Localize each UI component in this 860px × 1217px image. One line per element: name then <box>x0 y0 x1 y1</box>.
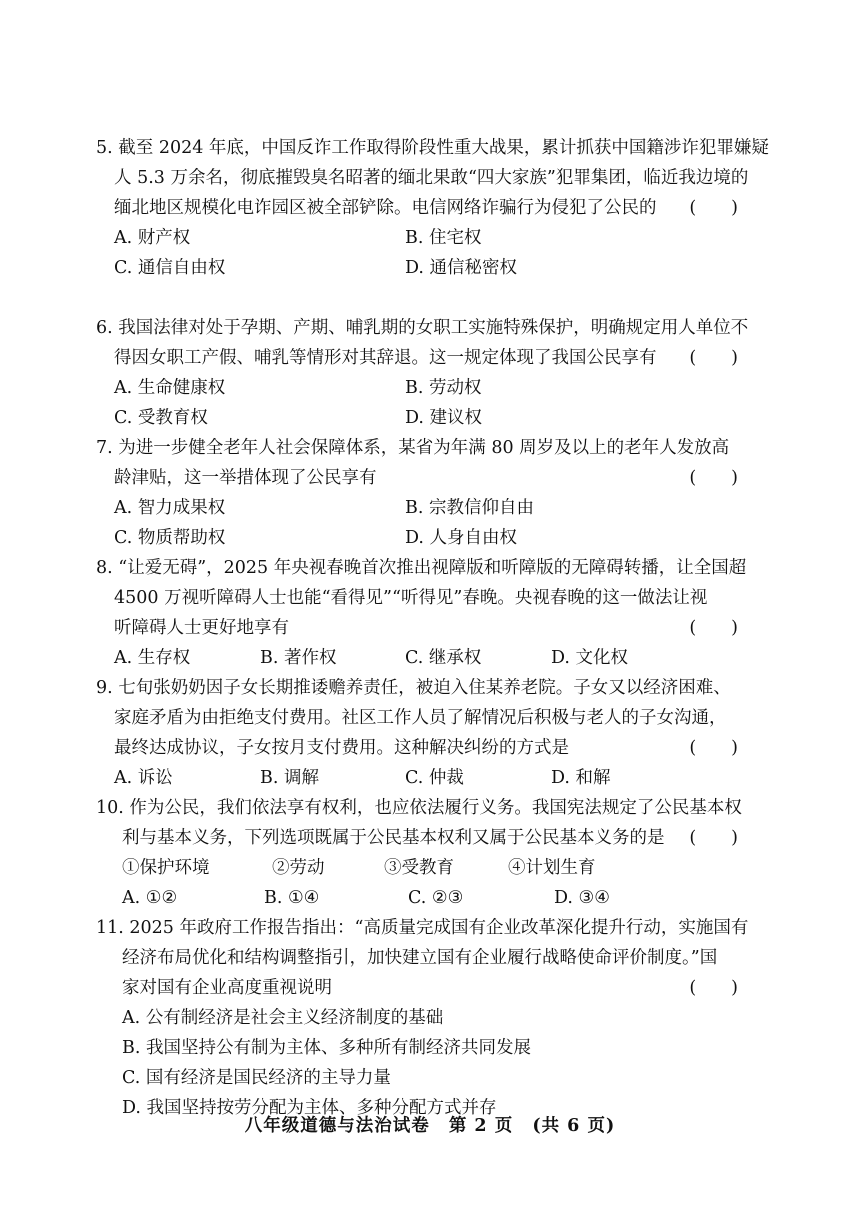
question-text: 缅北地区规模化电诈园区被全部铲除。电信网络诈骗行为侵犯了公民的 <box>114 198 657 218</box>
statement-1: ①保护环境 <box>122 858 210 878</box>
option-c: C. 仲裁 <box>405 768 464 788</box>
option-c: C. 国有经济是国民经济的主导力量 <box>122 1068 391 1088</box>
question-text-line: 家庭矛盾为由拒绝支付费用。社区工作人员了解情况后积极与老人的子女沟通， <box>114 708 727 728</box>
question-text-line <box>96 973 756 1003</box>
question-5 <box>96 133 769 283</box>
answer-bracket: ( ) <box>689 828 738 848</box>
option-a: A. 公有制经济是社会主义经济制度的基础 <box>122 1008 444 1028</box>
page-footer <box>0 1112 860 1137</box>
option-row <box>96 223 756 253</box>
option-row <box>96 403 756 433</box>
option-c: C. 受教育权 <box>114 408 208 428</box>
page-total: (共 6 页) <box>532 1116 616 1136</box>
answer-bracket: ( ) <box>689 348 738 368</box>
answer-bracket: ( ) <box>689 738 738 758</box>
option-row <box>96 643 756 673</box>
statement-2: ②劳动 <box>272 858 325 878</box>
option-b: B. 我国坚持公有制为主体、多种所有制经济共同发展 <box>122 1038 531 1058</box>
statement-row <box>96 853 756 883</box>
option-b: B. ①④ <box>264 888 320 908</box>
option-d: D. 建议权 <box>405 408 483 428</box>
answer-bracket: ( ) <box>689 198 738 218</box>
question-11 <box>96 913 756 1123</box>
question-text: 最终达成协议，子女按月支付费用。这种解决纠纷的方式是 <box>114 738 569 758</box>
option-b: B. 住宅权 <box>405 228 482 248</box>
option-row <box>96 253 756 283</box>
question-text-line <box>96 823 756 853</box>
answer-bracket: ( ) <box>689 618 738 638</box>
answer-bracket: ( ) <box>689 978 738 998</box>
statement-4: ④计划生育 <box>508 858 596 878</box>
question-text-line: 8. “让爱无碍”，2025 年央视春晚首次推出视障版和听障版的无障碍转播，让全国超 <box>96 558 747 578</box>
question-9 <box>96 673 756 793</box>
question-text-line: 7. 为进一步健全老年人社会保障体系，某省为年满 80 周岁及以上的老年人发放高 <box>96 438 730 458</box>
option-b: B. 劳动权 <box>405 378 482 398</box>
question-8 <box>96 553 756 673</box>
option-b: B. 调解 <box>260 768 319 788</box>
question-text-line <box>96 463 756 493</box>
option-a: A. 生命健康权 <box>114 378 226 398</box>
answer-bracket: ( ) <box>689 468 738 488</box>
option-d: D. 人身自由权 <box>405 528 518 548</box>
question-text-line <box>96 343 756 373</box>
question-text: 利与基本义务，下列选项既属于公民基本权利又属于公民基本义务的是 <box>122 828 665 848</box>
question-text-line: 11. 2025 年政府工作报告指出：“高质量完成国有企业改革深化提升行动，实施国有 <box>96 918 749 938</box>
option-d: D. 和解 <box>551 768 611 788</box>
question-text: 龄津贴，这一举措体现了公民享有 <box>114 468 377 488</box>
question-text-line: 5. 截至 2024 年底，中国反诈工作取得阶段性重大战果，累计抓获中国籍涉诈犯罪嫌疑 <box>96 138 769 158</box>
option-row <box>96 373 756 403</box>
option-row <box>96 523 756 553</box>
option-d: D. ③④ <box>554 888 610 908</box>
question-text-line: 人 5.3 万余名，彻底摧毁臭名昭著的缅北果敢“四大家族”犯罪集团，临近我边境的 <box>114 168 749 188</box>
option-c: C. 继承权 <box>405 648 482 668</box>
option-a: A. 诉讼 <box>114 768 173 788</box>
question-7 <box>96 433 756 553</box>
question-text: 家对国有企业高度重视说明 <box>122 978 332 998</box>
option-a: A. 生存权 <box>114 648 191 668</box>
question-text-line <box>96 193 756 223</box>
question-10 <box>96 793 756 913</box>
option-b: B. 宗教信仰自由 <box>405 498 534 518</box>
option-c: C. 物质帮助权 <box>114 528 226 548</box>
option-d: D. 我国坚持按劳分配为主体、多种分配方式并存 <box>122 1098 497 1118</box>
option-row <box>96 763 756 793</box>
option-d: D. 通信秘密权 <box>405 258 518 278</box>
question-text-line: 4500 万视听障碍人士也能“看得见”“听得见”春晚。央视春晚的这一做法让视 <box>114 588 708 608</box>
question-6 <box>96 313 756 433</box>
question-text: 得因女职工产假、哺乳等情形对其辞退。这一规定体现了我国公民享有 <box>114 348 657 368</box>
statement-3: ③受教育 <box>384 858 454 878</box>
option-row <box>96 883 756 913</box>
question-text-line <box>96 613 756 643</box>
option-d: D. 文化权 <box>551 648 629 668</box>
option-a: A. 智力成果权 <box>114 498 226 518</box>
option-row <box>96 493 756 523</box>
question-text-line: 经济布局优化和结构调整指引，加快建立国有企业履行战略使命评价制度。”国 <box>122 948 718 968</box>
option-a: A. 财产权 <box>114 228 191 248</box>
question-text-line: 10. 作为公民，我们依法享有权利，也应依法履行义务。我国宪法规定了公民基本权 <box>96 798 742 818</box>
question-text-line: 9. 七旬张奶奶因子女长期推诿赡养责任，被迫入住某养老院。子女又以经济困难、 <box>96 678 731 698</box>
question-text: 听障碍人士更好地享有 <box>114 618 289 638</box>
question-text-line: 6. 我国法律对处于孕期、产期、哺乳期的女职工实施特殊保护，明确规定用人单位不 <box>96 318 749 338</box>
option-a: A. ①② <box>122 888 178 908</box>
option-c: C. ②③ <box>408 888 464 908</box>
option-c: C. 通信自由权 <box>114 258 226 278</box>
exam-title: 八年级道德与法治试卷 <box>244 1116 430 1136</box>
option-b: B. 著作权 <box>260 648 337 668</box>
page-number: 第 2 页 <box>448 1116 514 1136</box>
question-text-line <box>96 733 756 763</box>
